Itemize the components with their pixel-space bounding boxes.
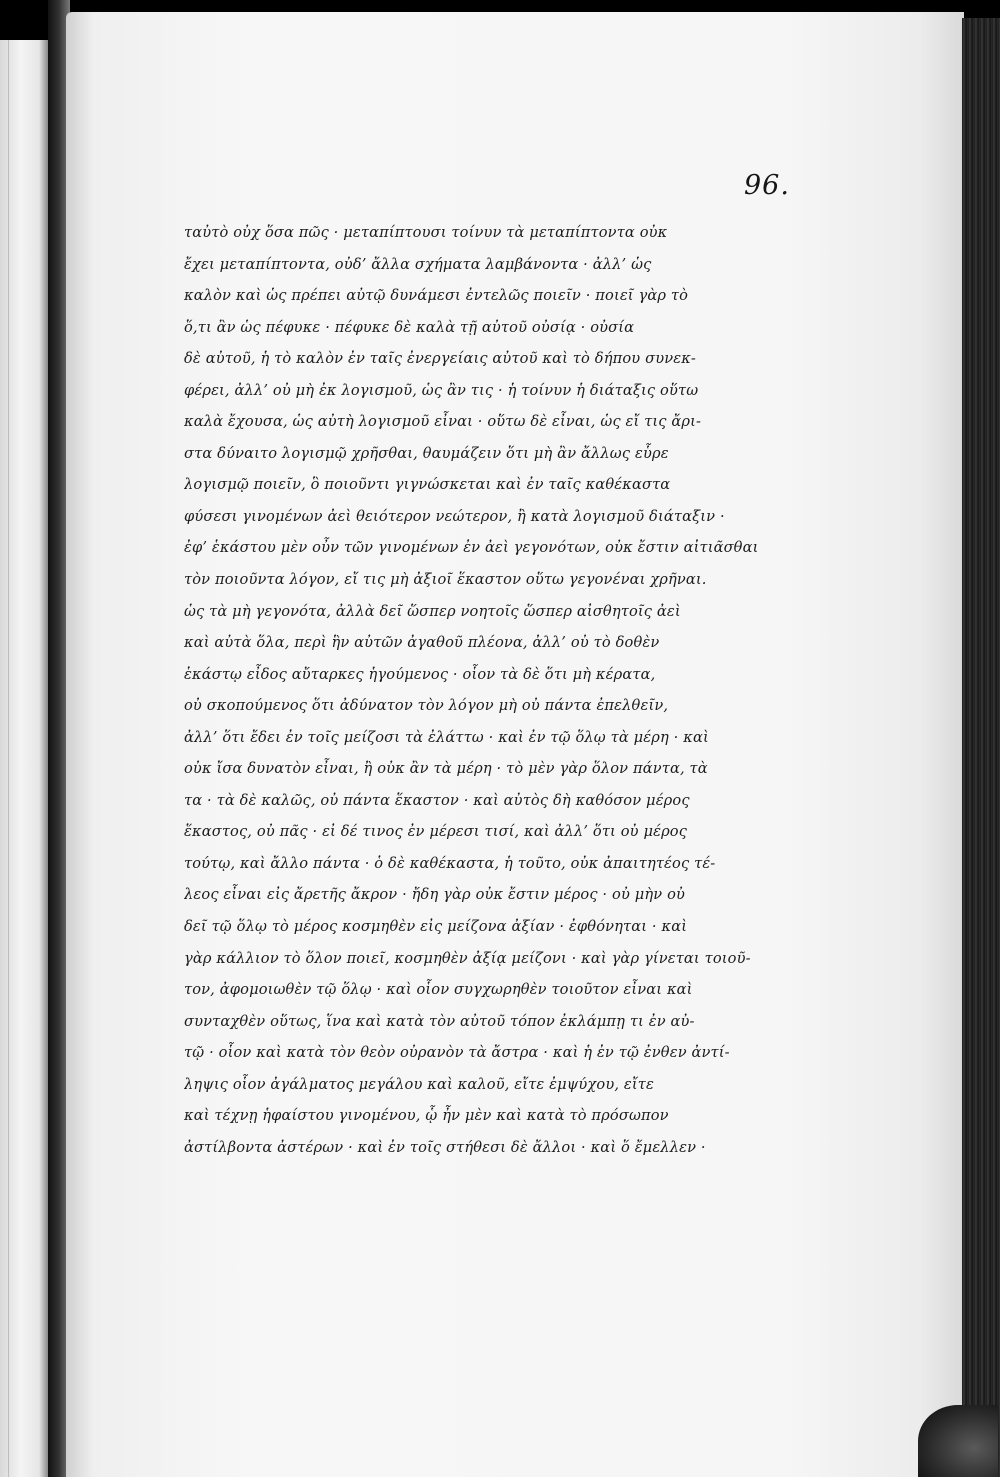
text-line: ὅ,τι ἂν ὡς πέφυκε · πέφυκε δὲ καλὰ τῇ αὐτοῦ οὐσίᾳ · οὐσία (184, 318, 635, 336)
text-line: τούτῳ, καὶ ἄλλο πάντα · ὁ δὲ καθέκαστα, ἡ τοῦτο, οὐκ ἀπαιτητέος τέ- (184, 854, 716, 872)
text-line: καλὰ ἔχουσα, ὡς αὐτὴ λογισμοῦ εἶναι · οὕτω δὲ εἶναι, ὡς εἴ τις ἄρι- (184, 413, 702, 431)
left-page-edge (0, 40, 52, 1477)
text-line: τα · τὰ δὲ καλῶς, οὐ πάντα ἕκαστον · καὶ αὐτὸς δὴ καθόσον μέρος (184, 791, 690, 809)
text-line: φέρει, ἀλλ’ οὐ μὴ ἐκ λογισμοῦ, ὡς ἂν τις · ἡ τοίνυν ἡ διάταξις οὕτω (184, 381, 699, 399)
text-line: ἐφ’ ἑκάστου μὲν οὖν τῶν γινομένων ἐν ἀεὶ γεγονότων, οὐκ ἔστιν αἰτιᾶσθαι (184, 539, 759, 557)
holding-thumb (918, 1405, 998, 1477)
text-line: στα δύναιτο λογισμῷ χρῆσθαι, θαυμάζειν ὅτι μὴ ἂν ἄλλως εὗρε (184, 444, 669, 462)
text-line: ἕκαστος, οὐ πᾶς · εἰ δέ τινος ἐν μέρεσι τισί, καὶ ἀλλ’ ὅτι οὐ μέρος (184, 823, 688, 841)
text-line: τον, ἀφομοιωθὲν τῷ ὅλῳ · καὶ οἷον συγχωρηθὲν τοιοῦτον εἶναι καὶ (184, 981, 693, 999)
text-line: ἀλλ’ ὅτι ἔδει ἐν τοῖς μείζοσι τὰ ἐλάττω · καὶ ἐν τῷ ὅλῳ τὰ μέρη · καὶ (184, 728, 709, 746)
text-line: τῷ · οἷον καὶ κατὰ τὸν θεὸν οὐρανὸν τὰ ἄστρα · καὶ ἡ ἐν τῷ ἐνθεν ἀντί- (184, 1044, 730, 1062)
book-fore-edge (962, 18, 1000, 1477)
text-line: λεος εἶναι εἰς ἄρετῆς ἄκρον · ἤδη γὰρ οὐκ ἔστιν μέρος · οὐ μὴν οὐ (184, 886, 686, 904)
text-block (184, 217, 764, 1163)
text-line: καλὸν καὶ ὡς πρέπει αὐτῷ δυνάμεσι ἐντελῶς ποιεῖν · ποιεῖ γὰρ τὸ (184, 287, 689, 305)
manuscript-page (66, 12, 964, 1477)
text-line: τὸν ποιοῦντα λόγον, εἴ τις μὴ ἀξιοῖ ἕκαστον οὕτω γεγονέναι χρῆναι. (184, 571, 707, 589)
text-line: ληψις οἷον ἀγάλματος μεγάλου καὶ καλοῦ, εἴτε ἐμψύχου, εἴτε (184, 1075, 654, 1093)
text-line: ἑκάστῳ εἶδος αὔταρκες ἡγούμενος · οἷον τὰ δὲ ὅτι μὴ κέρατα, (184, 665, 656, 683)
text-line: οὐ σκοπούμενος ὅτι ἀδύνατον τὸν λόγον μὴ οὐ πάντα ἐπελθεῖν, (184, 697, 669, 715)
text-line: δὲ αὐτοῦ, ἡ τὸ καλὸν ἐν ταῖς ἐνεργείαις αὐτοῦ καὶ τὸ δήπου συνεκ- (184, 350, 697, 368)
text-line: φύσεσι γινομένων ἀεὶ θειότερον νεώτερον, ἢ κατὰ λογισμοῦ διάταξιν · (184, 507, 725, 525)
text-line: καὶ τέχνῃ ἡφαίστου γινομένου, ᾧ ἦν μὲν καὶ κατὰ τὸ πρόσωπον (184, 1107, 669, 1125)
folio-number: 96. (744, 170, 790, 201)
text-line: λογισμῷ ποιεῖν, ὃ ποιοῦντι γιγνώσκεται καὶ ἐν ταῖς καθέκαστα (184, 476, 671, 494)
text-line: ἔχει μεταπίπτοντα, οὐδ’ ἄλλα σχήματα λαμβάνοντα · ἀλλ’ ὡς (184, 255, 652, 273)
text-line: δεῖ τῷ ὅλῳ τὸ μέρος κοσμηθὲν εἰς μείζονα ἀξίαν · ἐφθόνηται · καὶ (184, 918, 688, 936)
text-line: καὶ αὐτὰ ὅλα, περὶ ἣν αὐτῶν ἀγαθοῦ πλέονα, ἀλλ’ οὐ τὸ δοθὲν (184, 634, 660, 652)
text-line: οὐκ ἴσα δυνατὸν εἶναι, ἢ οὐκ ἂν τὰ μέρη · τὸ μὲν γὰρ ὅλον πάντα, τὰ (184, 760, 708, 778)
text-line: ἀστίλβοντα ἀστέρων · καὶ ἐν τοῖς στήθεσι δὲ ἄλλοι · καὶ ὅ ἔμελλεν · (184, 1138, 706, 1156)
text-line: συνταχθὲν οὕτως, ἵνα καὶ κατὰ τὸν αὐτοῦ τόπον ἐκλάμπῃ τι ἐν αὐ- (184, 1012, 695, 1030)
text-line: ὡς τὰ μὴ γεγονότα, ἀλλὰ δεῖ ὥσπερ νοητοῖς ὥσπερ αἰσθητοῖς ἀεὶ (184, 602, 681, 620)
text-line: ταὐτὸ οὐχ ὅσα πῶς · μεταπίπτουσι τοίνυν τὰ μεταπίπτοντα οὐκ (184, 224, 668, 241)
text-line: γὰρ κάλλιον τὸ ὅλον ποιεῖ, κοσμηθὲν ἀξίᾳ μείζονι · καὶ γὰρ γίνεται τοιοῦ- (184, 949, 751, 967)
